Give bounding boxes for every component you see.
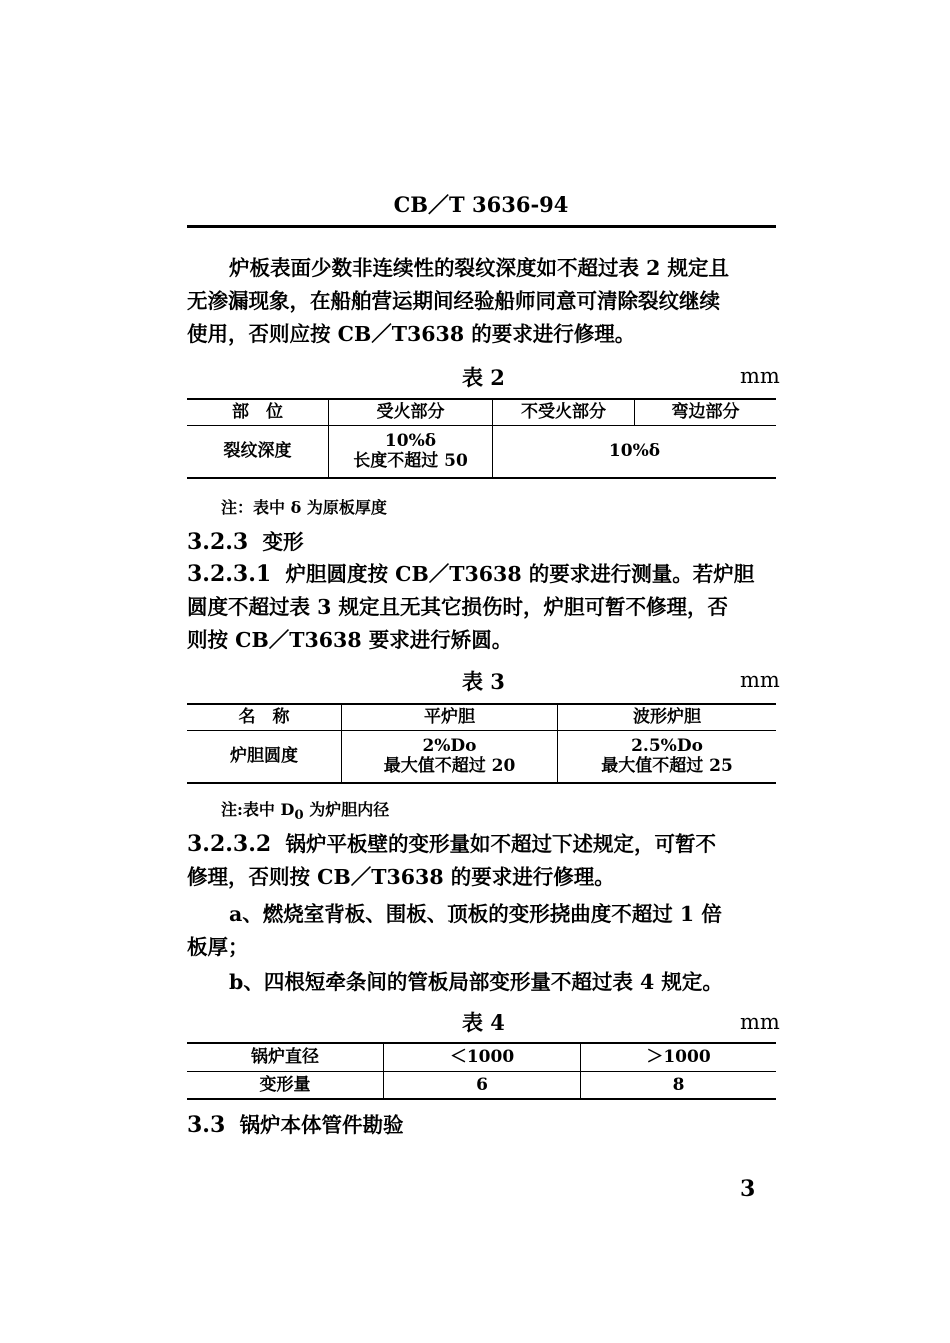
paragraph-line: 圆度不超过表 3 规定且无其它损伤时，炉胆可暂不修理，否 bbox=[187, 595, 729, 619]
table4-value-gt1000: 8 bbox=[581, 1071, 777, 1099]
table3-note: 注:表中 $D_0$ 为炉胆内径 bbox=[221, 800, 390, 824]
table3-header-name: 名 称 bbox=[187, 704, 342, 730]
list-item-a bbox=[187, 898, 777, 964]
section-number: 3.3 bbox=[187, 1112, 226, 1138]
paragraph-line: 3.2.3.1 炉胆圆度按 CB／T3638 的要求进行测量。若炉胆 bbox=[187, 561, 755, 587]
table2-header-fire: 受火部分 bbox=[329, 399, 493, 425]
table2 bbox=[187, 398, 776, 479]
table2-cell-fire-line1: 10%δ bbox=[384, 431, 437, 452]
table3-cell-wave bbox=[558, 730, 777, 783]
table3-cell-flat bbox=[342, 730, 558, 783]
table4 bbox=[187, 1042, 776, 1100]
document-code-header: CB／T 3636-94 bbox=[393, 192, 569, 217]
table3-cell-flat-line2: 最大值不超过 20 bbox=[383, 756, 516, 777]
paragraph-3-2-3-2 bbox=[187, 828, 777, 894]
table4-value-lt1000: 6 bbox=[384, 1071, 581, 1099]
section-3-2-3 bbox=[187, 525, 304, 555]
table4-header-diameter: 锅炉直径 bbox=[187, 1043, 384, 1071]
page-number: 3 bbox=[740, 1176, 756, 1202]
paragraph-line: 炉板表面少数非连续性的裂纹深度如不超过表 2 规定且 bbox=[229, 256, 730, 280]
table4-row-label: 变形量 bbox=[187, 1071, 384, 1099]
table2-header-part: 部 位 bbox=[187, 399, 329, 425]
table4-caption: 表 4 bbox=[462, 1010, 505, 1035]
table4-unit: mm bbox=[740, 1010, 780, 1034]
table3-row-label: 炉胆圆度 bbox=[187, 730, 342, 783]
table2-unit: mm bbox=[740, 364, 780, 388]
table2-caption: 表 2 bbox=[462, 365, 505, 390]
paragraph-line: 板厚； bbox=[187, 935, 249, 959]
table3-cell-wave-line2: 最大值不超过 25 bbox=[601, 756, 733, 777]
table2-note: 注：表中 δ 为原板厚度 bbox=[221, 498, 387, 517]
section-3-3 bbox=[187, 1108, 404, 1138]
paragraph-line: a、燃烧室背板、围板、顶板的变形挠曲度不超过 1 倍 bbox=[229, 902, 722, 926]
paragraph-crack bbox=[187, 252, 777, 351]
section-title: 锅炉本体管件勘验 bbox=[239, 1113, 404, 1137]
header-rule bbox=[187, 225, 776, 228]
table2-cell-fire-line2: 长度不超过 50 bbox=[353, 451, 468, 472]
section-number: 3.2.3 bbox=[187, 529, 249, 555]
table2-row-label: 裂纹深度 bbox=[187, 425, 329, 478]
table3-header-flat: 平炉胆 bbox=[342, 704, 558, 730]
table3-unit: mm bbox=[740, 668, 780, 692]
paragraph-line: 使用，否则应按 CB／T3638 的要求进行修理。 bbox=[187, 322, 636, 346]
table2-header-nofire: 不受火部分 bbox=[493, 399, 635, 425]
list-item-b bbox=[187, 966, 777, 999]
paragraph-line: 3.2.3.2 锅炉平板壁的变形量如不超过下述规定，可暂不 bbox=[187, 831, 716, 857]
table3 bbox=[187, 703, 776, 784]
table2-cell-other: 10%δ bbox=[493, 425, 777, 478]
table2-cell-fire bbox=[329, 425, 493, 478]
table4-header-lt1000: ＜1000 bbox=[384, 1043, 581, 1071]
paragraph-line: 则按 CB／T3638 要求进行矫圆。 bbox=[187, 628, 513, 652]
paragraph-line: b、四根短牵条间的管板局部变形量不超过表 4 规定。 bbox=[229, 970, 723, 994]
table3-caption: 表 3 bbox=[462, 669, 505, 694]
table4-header-gt1000: ＞1000 bbox=[581, 1043, 777, 1071]
section-title: 变形 bbox=[262, 530, 304, 554]
table2-header-flange: 弯边部分 bbox=[635, 399, 777, 425]
clause-number: 3.2.3.1 bbox=[187, 561, 272, 587]
clause-number: 3.2.3.2 bbox=[187, 831, 272, 857]
paragraph-3-2-3-1 bbox=[187, 558, 777, 657]
table3-cell-wave-line1: 2.5%Do bbox=[631, 736, 703, 757]
paragraph-line: 无渗漏现象，在船舶营运期间经验船师同意可清除裂纹继续 bbox=[187, 289, 720, 313]
table3-header-wave: 波形炉胆 bbox=[558, 704, 777, 730]
paragraph-line: 修理，否则按 CB／T3638 的要求进行修理。 bbox=[187, 865, 615, 889]
table3-cell-flat-line1: 2%Do bbox=[422, 736, 477, 757]
